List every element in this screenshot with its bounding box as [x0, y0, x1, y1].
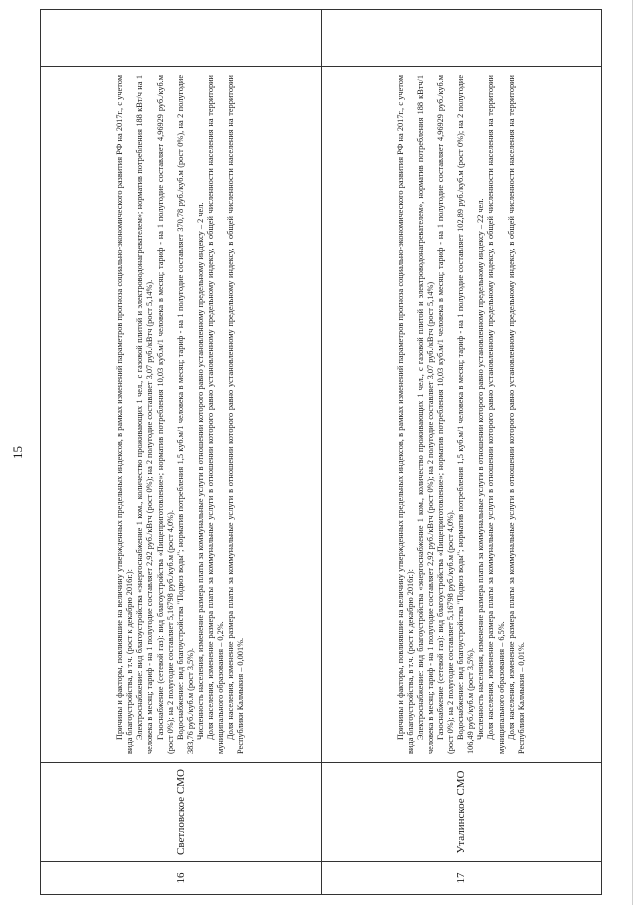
table-row [321, 10, 602, 895]
description-cell [321, 67, 602, 763]
paragraph-share-municipality: Доля населения, изменение размера платы за коммунальные услуги в отношении которого равно установленному предельному индексу, в общей численности населения на территории муниципального образования – 6,5%. [486, 75, 506, 754]
paragraph-share-republic: Доля населения, изменение размера платы за коммунальные услуги в отношении которого равно установленному предельному индексу, в общей численности населения на территории Республики Калмыкия – 0,01%. [506, 75, 526, 754]
municipality-name: Уталинское СМО [455, 770, 468, 854]
paragraph-water: Водоснабжение: вид благоустройства "Подвоз воды"; норматив потребления 1,5 куб.м/1 человека в месяц; тариф - на 1 полугодие составляет 102,89 руб./куб.м (рост 0%); на 2 полугодие 106,49 руб./куб.м (рост 3,5%). [456, 75, 476, 754]
paragraph-causes: Причины и факторы, повлиявшие на величину утвержденных предельных индексов, в рамках изменений параметров прогноза социально-экономического развития РФ на 2017г., с учетом вида благоустройства, в т.ч. (рост к декабрю 2016г.): [115, 75, 135, 754]
municipality-name-cell [41, 763, 322, 862]
page-number: 15 [10, 446, 25, 459]
municipality-name-cell [321, 763, 602, 862]
paragraph-population: Численность населения, изменение размера платы за коммунальные услуги в отношении которого равно установленному предельному индексу – 22 чел. [476, 198, 486, 740]
row-number: 16 [174, 872, 187, 884]
paragraph-causes: Причины и факторы, повлиявшие на величину утвержденных предельных индексов, в рамках изменений параметров прогноза социально-экономического развития РФ на 2017г., с учетом вида благоустройства, в т.ч. (рост к декабрю 2016г.): [395, 75, 415, 754]
paragraph-share-municipality: Доля населения, изменение размера платы за коммунальные услуги в отношении которого равно установленному предельному индексу, в общей численности населения на территории муниципального образования – 0,2%. [205, 75, 226, 754]
row-number-cell [321, 862, 602, 895]
table-row [41, 10, 322, 895]
municipality-name: Светловское СМО [174, 769, 187, 855]
description-cell [41, 67, 322, 763]
paragraph-share-republic: Доля населения, изменение размера платы за коммунальные услуги в отношении которого равно установленному предельному индексу, в общей численности населения на территории Республики Калмыкия – 0,001%. [226, 75, 246, 754]
paragraph-electricity: Электроснабжение: вид благоустройства «энергоснабжение 1 ком., количество проживающих 1 чел., с газовой плитой и электроводонагревателем», норматив потребления 188 кВтч/1 человека в месяц; тариф - на 1 полугодие составляет 2,92 руб./кВтч (рост 0%); на 2 полугодие составляет 3,07 руб./кВтч (рост 5,14%) [415, 75, 435, 754]
paragraph-gas: Газоснабжение (сетевой газ): вид благоустройства «Пищеприготовление»; норматив потребления 10,03 куб.м/1 человека в месяц; тариф - на 1 полугодие составляет 4,96929 руб./куб.м (рост 0%); на 2 полугодие составляет 5,16798 руб./куб.м (рост 4,0%). [436, 75, 456, 754]
municipality-table [40, 9, 602, 895]
paragraph-gas: Газоснабжение (сетевой газ): вид благоустройства «Пищеприготовление»; норматив потребления 10,03 куб.м/1 человека в месяц; тариф - на 1 полугодие составляет 4,96929 руб./куб.м (рост 0%); на 2 полугодие составляет 5,16798 руб./куб.м (рост 4,0%). [155, 75, 175, 754]
paragraph-population: Численность населения, изменение размера платы за коммунальные услуги в отношении которого равно установленному предельному индексу – 2 чел. [195, 202, 205, 740]
empty-cell [321, 10, 602, 67]
empty-cell [41, 10, 322, 67]
scan-edge-line [632, 0, 633, 905]
row-number: 17 [455, 872, 468, 884]
paragraph-water: Водоснабжение: вид благоустройства "Подвоз воды"; норматив потребления 1,5 куб.м/1 человека в месяц; тариф - на 1 полугодие составляет 370,78 руб./куб.м (рост 0%), на 2 полугодие 383,76 руб./куб.м (рост 3,5%). [175, 75, 195, 754]
row-number-cell [41, 862, 322, 895]
paragraph-electricity: Электроснабжение: вид благоустройства «энергоснабжение 1 ком., количество проживающих 1 чел., с газовой плитой и электроводонагревателем»; норматив потребления 188 кВт/ч на 1 человека в месяц; тариф - на 1 полугодие составляет 2,92 руб./кВтч (рост 0%); на 2 полугодие составляет 3,07 руб./кВтч (рост 5,14%). [135, 75, 155, 754]
